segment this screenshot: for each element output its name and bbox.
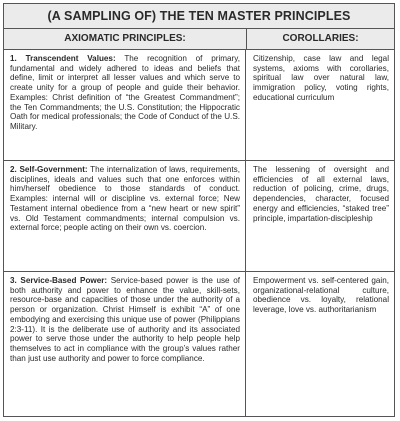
column-header-corollaries: COROLLARIES: <box>247 29 394 50</box>
principle-cell-1 <box>4 50 246 160</box>
principle-heading-2: 2. Self-Government: <box>10 165 88 174</box>
principle-cell-2 <box>4 161 246 271</box>
principle-cell-3 <box>4 272 246 416</box>
principle-text-3: Service-based power is the use of both authority and power to enhance the value, skill-sets, resource-base and capacities of those under the authority of a person or organization. Christ Himself is exhibit “A” of one embodying and exercising this unique use of power (Philippians 2:3-11). It is the deliberate use of authority and its associated power to serve those under the authority to help people help themselves to act in compliance with the group’s values rather than just use authority and power to force compliance. <box>10 276 240 363</box>
corollary-cell-1: Citizenship, case law and legal systems, axioms with corollaries, spiritual law over natural law, immigration policy, voting rights, educational curriculum <box>253 54 389 102</box>
principle-heading-3: 3. Service-Based Power: <box>10 276 108 285</box>
table-title: (A SAMPLING OF) THE TEN MASTER PRINCIPLES <box>4 4 394 29</box>
principle-heading-1: 1. Transcendent Values: <box>10 54 116 63</box>
column-header-principles: AXIOMATIC PRINCIPLES: <box>4 29 247 50</box>
principle-text-2: The internalization of laws, requirements, disciplines, ideals and values such that one enforces within him/herself obedience to those standards of conduct. Examples: internal will or discipline vs. external force; New Testament internal obedience from a “new heart or new spirit” vs. Old Testament commandments; internal compulsion vs. external force; people acting on their own vs. coercion. <box>10 165 240 233</box>
corollary-cell-2: The lessening of oversight and efficiencies of all external laws, reduction of policing, crime, drugs, dependencies, character, focused energy and efficiencies, “staked tree” principle, impartation-discipleship <box>253 165 389 223</box>
principle-text-1: The recognition of primary, fundamental and widely adhered to ideas and beliefs that define, limit or interpret all lesser values and which serve to create unity for a group of people and guide their behavior. Examples: Christ definition of “the Greatest Commandment”; the Ten Commandments; the U.S. Constitution; the Hippocratic Oath for medical professionals; the Code of Conduct of the U.S. Military. <box>10 54 240 131</box>
principles-table <box>3 3 395 417</box>
corollary-cell-3: Empowerment vs. self-centered gain, organizational-relational culture, obedience vs. loyalty, relational leverage, love vs. authoritarianism <box>253 276 389 315</box>
